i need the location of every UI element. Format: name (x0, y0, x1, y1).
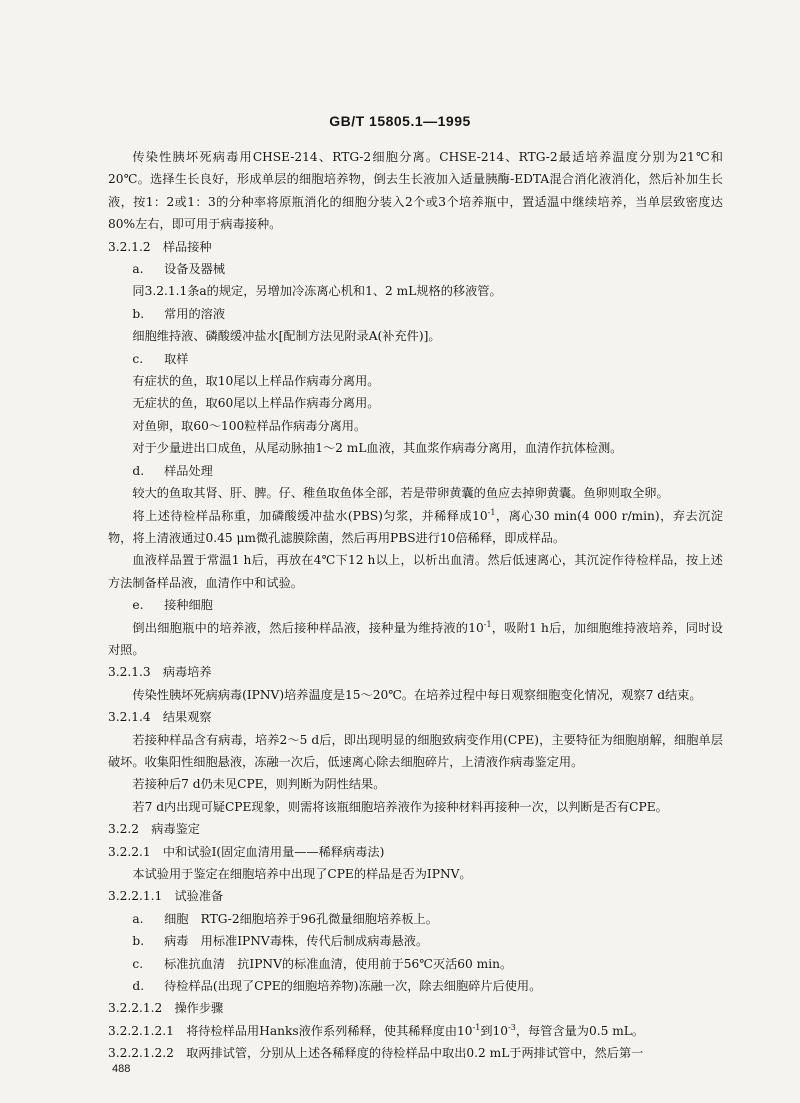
heading-3-2-2-1: 3.2.2.1 中和试验Ⅰ(固定血清用量——稀释病毒法) (108, 844, 385, 859)
item-label: d. (132, 463, 145, 478)
heading-3-2-2: 3.2.2 病毒鉴定 (108, 822, 200, 837)
item-c-title (108, 348, 723, 370)
paragraph-result-3: 若7 d内出现可疑CPE现象，则需将该瓶细胞培养液作为接种材料再接种一次，以判断是否有CPE。 (132, 799, 668, 814)
document-body (108, 146, 723, 1065)
item-label: c. (132, 956, 144, 971)
item-title-text: 接种细胞 (164, 598, 213, 613)
item-title-text: 样品处理 (164, 463, 213, 478)
heading-3-2-1-4: 3.2.1.4 结果观察 (108, 710, 212, 725)
standard-number-header: GB/T 15805.1—1995 (329, 113, 471, 129)
item-title-text: 取样 (164, 351, 189, 366)
item-label: a. (132, 911, 144, 926)
item-e-text: 倒出细胞瓶中的培养液，然后接种样品液，接种量为维持液的$10^{-1}$，吸附1 h后，加细胞维持液培养，同时设对照。 (108, 619, 723, 657)
item-c-text-3: 对鱼卵，取60～100粒样品作病毒分离用。 (132, 418, 367, 433)
prep-item-a: a. 细胞 RTG-2细胞培养于96孔微量细胞培养板上。 (108, 908, 723, 930)
page-number: 488 (112, 1063, 131, 1075)
item-d-title (108, 460, 723, 482)
paragraph-neutralization: 本试验用于鉴定在细胞培养中出现了CPE的样品是否为IPNV。 (132, 867, 472, 881)
heading-3-2-1-2: 3.2.1.2 样品接种 (108, 239, 212, 254)
item-label: e. (132, 598, 144, 613)
item-a-title (108, 258, 723, 280)
paragraph-result-1: 若接种样品含有病毒，培养2～5 d后，即出现明显的细胞致病变作用(CPE)，主要特征为细胞崩解，细胞单层破坏。收集阳性细胞悬液，冻融一次后，低速离心除去细胞碎片，上清液作病毒鉴定用。 (108, 732, 723, 769)
item-b-title (108, 303, 723, 325)
item-label: c. (132, 351, 144, 366)
heading-3-2-2-1-2: 3.2.2.1.2 操作步骤 (108, 1001, 224, 1016)
item-a-text: 同3.2.1.1条a的规定，另增加冷冻离心机和1、2 mL规格的移液管。 (132, 284, 502, 299)
paragraph-cell-culture: 传染性胰坏死病毒用CHSE-214、RTG-2细胞分离。CHSE-214、RTG-2最适培养温度分别为21℃和20℃。选择生长良好，形成单层的细胞培养物，倒去生长液加入适量胰酶-EDTA混合消化液消化，然后补加生长液，按1：2或1：3的分种率将原瓶消化的细胞分装入2个或3个培养瓶中，置适温中继续培养，当单层致密度达80%左右，即可用于病毒接种。 (108, 150, 723, 232)
prep-item-c: c. 标准抗血清 抗IPNV的标准血清，使用前于56℃灭活60 min。 (108, 953, 723, 975)
item-label: a. (132, 262, 144, 277)
item-label: b. (132, 306, 145, 321)
item-b-text: 细胞维持液、磷酸缓冲盐水[配制方法见附录A(补充件)]。 (132, 329, 441, 344)
item-title-text: 设备及器械 (164, 262, 226, 277)
paragraph-virus-culture: 传染性胰坏死病病毒(IPNV)培养温度是15～20℃。在培养过程中每日观察细胞变化情况，观察7 d结束。 (132, 687, 702, 702)
item-e-title (108, 594, 723, 616)
step-3-2-2-1-2-1: 3.2.2.1.2.1 将待检样品用Hanks液作系列稀释，使其稀释度由$10^{-1}$到$10^{-3}$，每管含量为0.5 mL。 (108, 1022, 645, 1038)
step-3-2-2-1-2-2: 3.2.2.1.2.2 取两排试管，分别从上述各稀释度的待检样品中取出0.2 mL于两排试管中，然后第一 (108, 1046, 644, 1061)
paragraph-result-2: 若接种后7 d仍未见CPE，则判断为阴性结果。 (132, 777, 386, 792)
item-c-text-2: 无症状的鱼，取60尾以上样品作病毒分离用。 (132, 396, 380, 411)
heading-3-2-1-3: 3.2.1.3 病毒培养 (108, 665, 212, 680)
item-label: d. (132, 979, 145, 994)
item-d-text-3: 血液样品置于常温1 h后，再放在4℃下12 h以上，以析出血清。然后低速离心，其沉淀作待检样品，按上述方法制备样品液，血清作中和试验。 (108, 553, 723, 590)
item-d-text-1: 较大的鱼取其肾、肝、脾。仔、稚鱼取鱼体全部，若是带卵黄囊的鱼应去掉卵黄囊。鱼卵则取全卵。 (132, 486, 669, 501)
prep-item-d: d. 待检样品(出现了CPE的细胞培养物)冻融一次，除去细胞碎片后使用。 (108, 975, 723, 997)
prep-item-b: b. 病毒 用标准IPNV毒株，传代后制成病毒悬液。 (108, 930, 723, 952)
item-c-text-4: 对于少量进出口成鱼，从尾动脉抽1～2 mL血液，其血浆作病毒分离用，血清作抗体检测。 (132, 441, 623, 456)
item-d-text-2: 将上述待检样品称重，加磷酸缓冲盐水(PBS)匀浆，并稀释成$10^{-1}$，离心30 min(4 000 r/min)，弃去沉淀物，将上清液通过0.45 μm微孔滤膜除菌，然后再用PBS进行10倍稀释，即成样品。 (108, 507, 723, 545)
item-c-text-1: 有症状的鱼，取10尾以上样品作病毒分离用。 (132, 374, 380, 389)
item-title-text: 常用的溶液 (164, 306, 226, 321)
item-label: b. (132, 934, 145, 949)
heading-3-2-2-1-1: 3.2.2.1.1 试验准备 (108, 889, 224, 904)
